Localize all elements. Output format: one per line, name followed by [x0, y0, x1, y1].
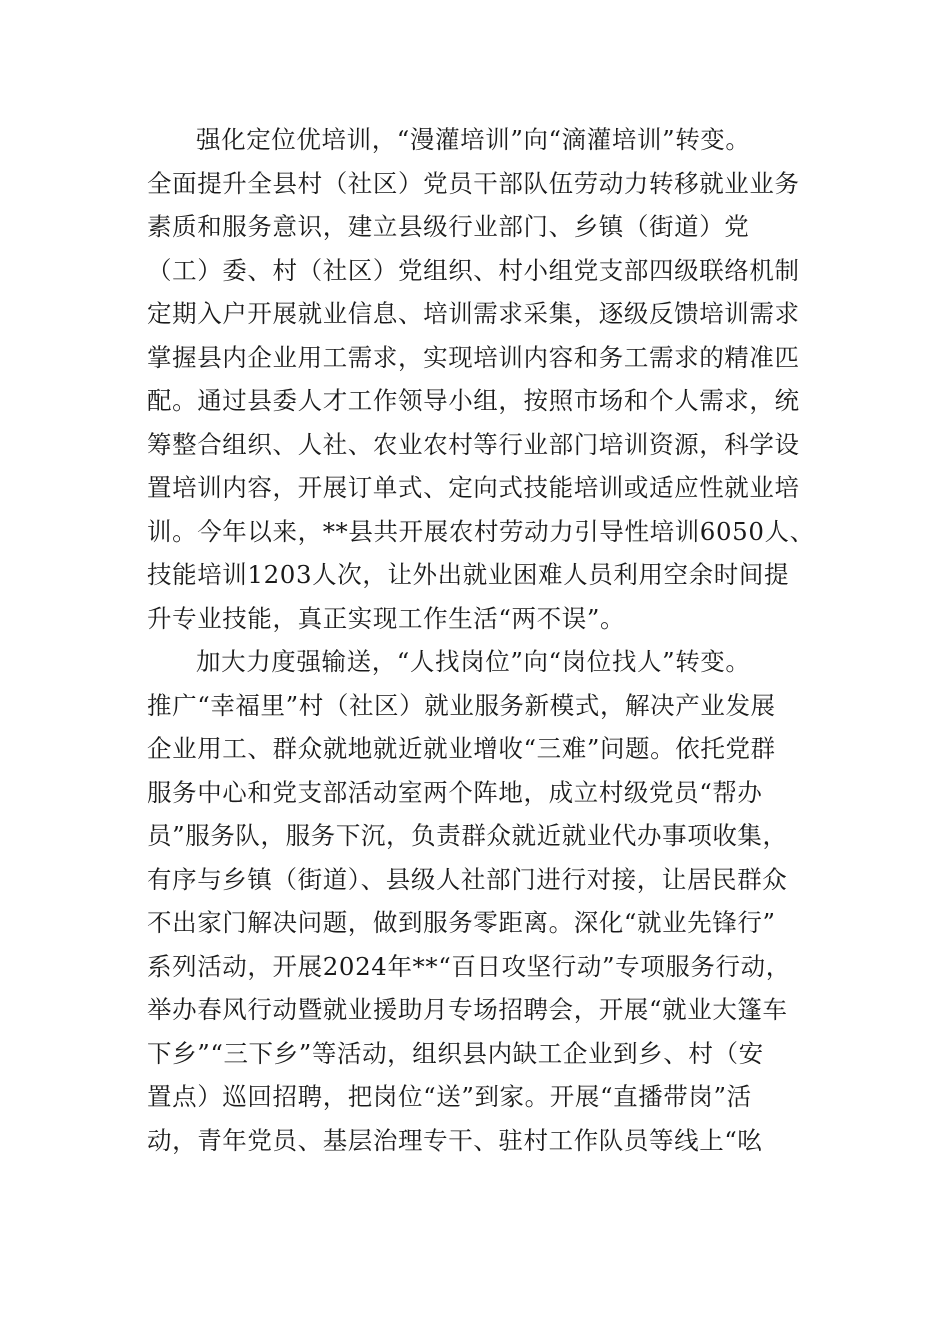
paragraph-2-line-9: 举办春风行动暨就业援助月专场招聘会，开展“就业大篷车 [147, 995, 788, 1024]
paragraph-1-line-12: 升专业技能，真正实现工作生活“两不误”。 [147, 604, 626, 633]
paragraph-1-line-9: 置培训内容，开展订单式、定向式技能培训或适应性就业培 [147, 473, 800, 502]
paragraph-2-line-8: 系列活动，开展2024年**“百日攻坚行动”专项服务行动， [147, 952, 791, 981]
paragraph-2-line-12: 动，青年党员、基层治理专干、驻村工作队员等线上“吆 [147, 1126, 763, 1155]
paragraph-2-line-4: 服务中心和党支部活动室两个阵地，成立村级党员“帮办 [147, 778, 763, 807]
paragraph-2-line-7: 不出家门解决问题，做到服务零距离。深化“就业先锋行” [147, 908, 776, 937]
paragraph-1-line-1: 强化定位优培训，“漫灌培训”向“滴灌培训”转变。 [196, 125, 751, 154]
paragraph-2-line-10: 下乡”“三下乡”等活动，组织县内缺工企业到乡、村（安 [147, 1039, 764, 1068]
paragraph-2-line-11: 置点）巡回招聘，把岗位“送”到家。开展“直播带岗”活 [147, 1082, 752, 1111]
paragraph-1-line-7: 配。通过县委人才工作领导小组，按照市场和个人需求，统 [147, 386, 800, 415]
paragraph-2-line-1: 加大力度强输送，“人找岗位”向“岗位找人”转变。 [196, 647, 751, 676]
paragraph-1-line-5: 定期入户开展就业信息、培训需求采集，逐级反馈培训需求 [147, 299, 800, 328]
paragraph-2-line-6: 有序与乡镇（街道）、县级人社部门进行对接，让居民群众 [147, 865, 788, 894]
paragraph-1-line-6: 掌握县内企业用工需求，实现培训内容和务工需求的精准匹 [147, 343, 800, 372]
paragraph-1-line-3: 素质和服务意识，建立县级行业部门、乡镇（街道）党 [147, 212, 750, 241]
paragraph-1-line-4: （工）委、村（社区）党组织、村小组党支部四级联络机制 [147, 256, 800, 285]
paragraph-1-line-11: 技能培训1203人次，让外出就业困难人员利用空余时间提 [147, 560, 790, 589]
paragraph-1-line-10: 训。今年以来，**县共开展农村劳动力引导性培训6050人、 [147, 517, 815, 546]
paragraph-2-line-3: 企业用工、群众就地就近就业增收“三难”问题。依托党群 [147, 734, 776, 763]
paragraph-1-line-8: 筹整合组织、人社、农业农村等行业部门培训资源，科学设 [147, 430, 800, 459]
paragraph-1-line-2: 全面提升全县村（社区）党员干部队伍劳动力转移就业业务 [147, 169, 800, 198]
paragraph-2-line-5: 员”服务队，服务下沉，负责群众就近就业代办事项收集， [147, 821, 788, 850]
paragraph-2-line-2: 推广“幸福里”村（社区）就业服务新模式，解决产业发展 [147, 691, 776, 720]
